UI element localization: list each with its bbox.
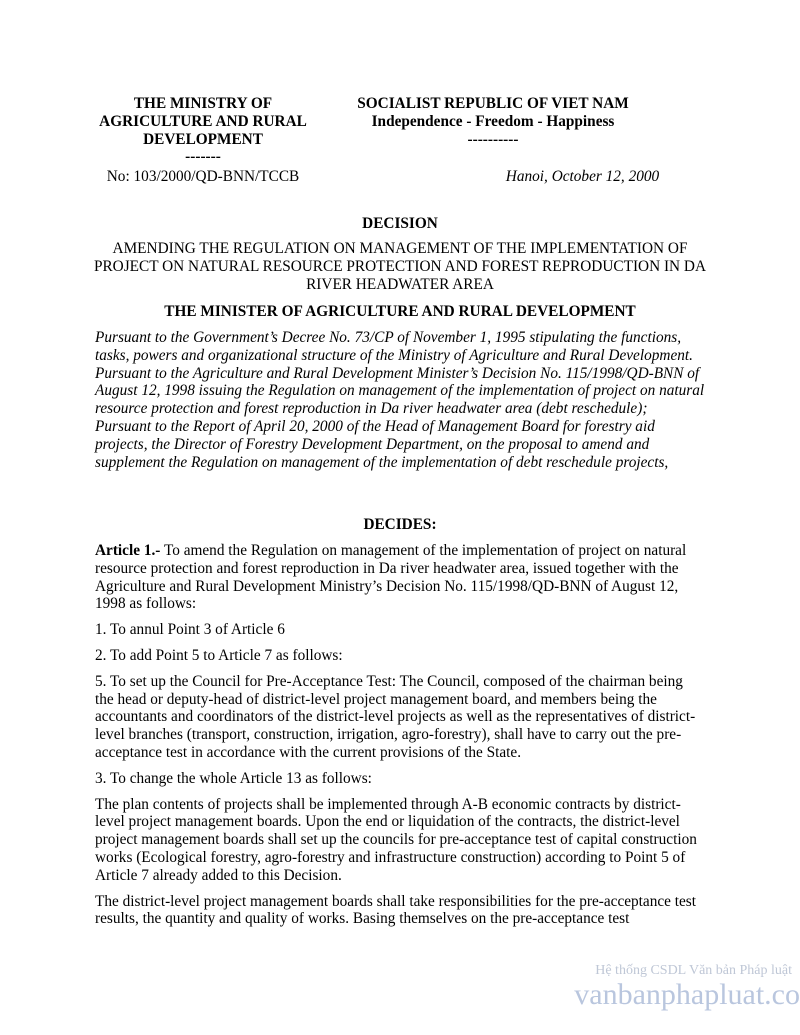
decision-title: DECISION (362, 215, 438, 232)
item-council: 5. To set up the Council for Pre-Acceptance Test: The Council, composed of the chairman being the head or deputy-head of district-level project management board, and members being the accountants and coordinators of the district-level projects as well as the representatives of district-level branches (transport, construction, irrigation, agro-forestry), shall have to carry out the pre-acceptance test in accordance with the current provisions of the State. (95, 672, 696, 761)
paragraph-plan-contents: The plan contents of projects shall be implemented through A-B economic contracts by district-level project management boards. Upon the end or liquidation of the contracts, the district-level project management boards shall set up the councils for pre-acceptance test of capital construction works (Ecological forestry, agro-forestry and infrastructure construction) according to Point 5 of Article 7 already added to this Decision. (95, 795, 697, 884)
country-motto: Independence - Freedom - Happiness (371, 112, 615, 130)
paragraph-responsibilities: The district-level project management boards shall take responsibilities for the pre-acceptance test results, the quantity and quality of works. Basing themselves on the pre-acceptance test (95, 892, 697, 928)
ministry-line-3: DEVELOPMENT (143, 130, 263, 148)
pursuant-report: Pursuant to the Report of April 20, 2000 of the Head of Management Board for forestry aid projects, the Director of Forestry Development Department, on the proposal to amend and supplement the Regulation on management of the implementation of debt reschedule projects, (95, 417, 669, 471)
country-separator: ---------- (467, 130, 519, 148)
country-name: SOCIALIST REPUBLIC OF VIET NAM (357, 95, 629, 112)
ministry-line-1: THE MINISTRY OF (133, 95, 273, 112)
article-1-label: Article 1.- (95, 542, 161, 559)
pursuant-decree: Pursuant to the Government’s Decree No. 73/CP of November 1, 1995 stipulating the functions, tasks, powers and organizational structure of the Ministry of Agriculture and Rural Development. (95, 329, 693, 364)
document-date: Hanoi, October 12, 2000 (505, 168, 660, 185)
article-1 (95, 542, 705, 613)
pursuant-decision: Pursuant to the Agriculture and Rural Development Minister’s Decision No. 115/1998/QD-BNN of August 12, 1998 issuing the Regulation on management of the implementation of project on natural resource protection and forest reproduction in Da river headwater area (debt reschedule); (95, 364, 705, 418)
decides-heading: DECIDES: (363, 516, 437, 533)
ministry-separator: ------- (185, 148, 221, 166)
preamble (95, 329, 705, 471)
article-1-text: To amend the Regulation on management of the implementation of project on natural resource protection and forest reproduction in Da river headwater area, issued together with the Agriculture and Rural Development Ministry’s Decision No. 115/1998/QD-BNN of August 12, 1998 as follows: (95, 542, 687, 613)
document-number: No: 103/2000/QD-BNN/TCCB (106, 168, 300, 185)
watermark-line-1: Hệ thống CSDL Văn bản Pháp luật (595, 963, 792, 978)
item-add-point: 2. To add Point 5 to Article 7 as follows: (95, 646, 343, 664)
item-change-article: 3. To change the whole Article 13 as follows: (95, 769, 372, 787)
decision-subtitle: AMENDING THE REGULATION ON MANAGEMENT OF THE IMPLEMENTATION OF PROJECT ON NATURAL RESOURCE PROTECTION AND FOREST REPRODUCTION IN DA RIVER HEADWATER AREA (93, 240, 707, 293)
decision-body (95, 542, 705, 928)
item-annul: 1. To annul Point 3 of Article 6 (95, 621, 285, 639)
ministry-header (88, 95, 318, 166)
watermark-line-2: vanbanphapluat.co (574, 978, 800, 1011)
ministry-line-2: AGRICULTURE AND RURAL (99, 112, 307, 130)
minister-heading: THE MINISTER OF AGRICULTURE AND RURAL DEVELOPMENT (164, 303, 636, 320)
country-header (338, 95, 648, 148)
